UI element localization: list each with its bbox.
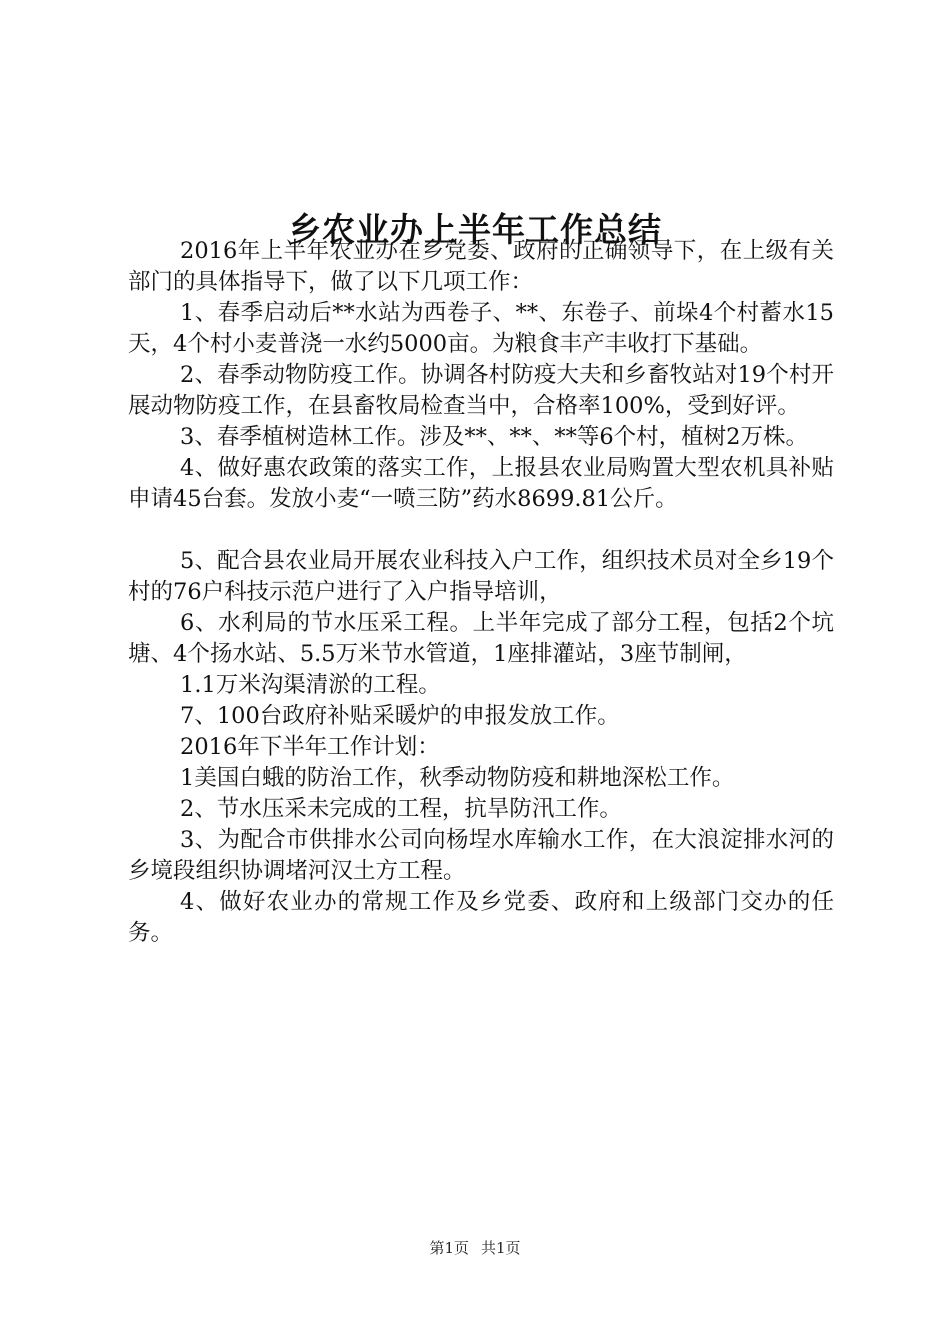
- paragraph-plan-3: 3、为配合市供排水公司向杨埕水库输水工作，在大浪淀排水河的乡境段组织协调堵河汉土方工程。: [128, 827, 834, 884]
- paragraph-item-4: 4、做好惠农政策的落实工作，上报县农业局购置大型农机具补贴申请45台套。发放小麦“一喷三防”药水8699.81公斤。: [128, 455, 834, 512]
- paragraph-item-3: 3、春季植树造林工作。涉及**、**、**等6个村，植树2万株。: [180, 424, 808, 450]
- document-body: [128, 236, 834, 949]
- paragraph-item-1: 1、春季启动后**水站为西卷子、**、东卷子、前垛4个村蓄水15天，4个村小麦普浇一水约5000亩。为粮食丰产丰收打下基础。: [128, 300, 834, 357]
- page-number: 第1页: [429, 1239, 469, 1257]
- paragraph-item-6-continued: 1.1万米沟渠清淤的工程。: [180, 672, 441, 698]
- paragraph-plan-heading: 2016年下半年工作计划：: [180, 734, 440, 760]
- paragraph-intro: 2016年上半年农业办在乡党委、政府的正确领导下，在上级有关部门的具体指导下，做了以下几项工作：: [128, 238, 834, 295]
- paragraph-item-5: 5、配合县农业局开展农业科技入户工作，组织技术员对全乡19个村的76户科技示范户进行了入户指导培训，: [128, 548, 834, 605]
- paragraph-item-7: 7、100台政府补贴采暖炉的申报发放工作。: [180, 703, 620, 729]
- paragraph-item-2: 2、春季动物防疫工作。协调各村防疫大夫和乡畜牧站对19个村开展动物防疫工作，在县畜牧局检查当中，合格率100%，受到好评。: [128, 362, 834, 419]
- paragraph-plan-2: 2、节水压采未完成的工程，抗旱防汛工作。: [180, 796, 622, 822]
- paragraph-item-6: 6、水利局的节水压采工程。上半年完成了部分工程，包括2个坑塘、4个扬水站、5.5万米节水管道，1座排灌站，3座节制闸，: [128, 610, 834, 667]
- page-footer: [0, 1238, 950, 1258]
- paragraph-plan-1: 1美国白蛾的防治工作，秋季动物防疫和耕地深松工作。: [180, 765, 735, 791]
- paragraph-plan-4: 4、做好农业办的常规工作及乡党委、政府和上级部门交办的任务。: [128, 889, 834, 946]
- page-total: 共1页: [481, 1239, 521, 1257]
- page-title: 乡农业办上半年工作总结: [288, 210, 662, 250]
